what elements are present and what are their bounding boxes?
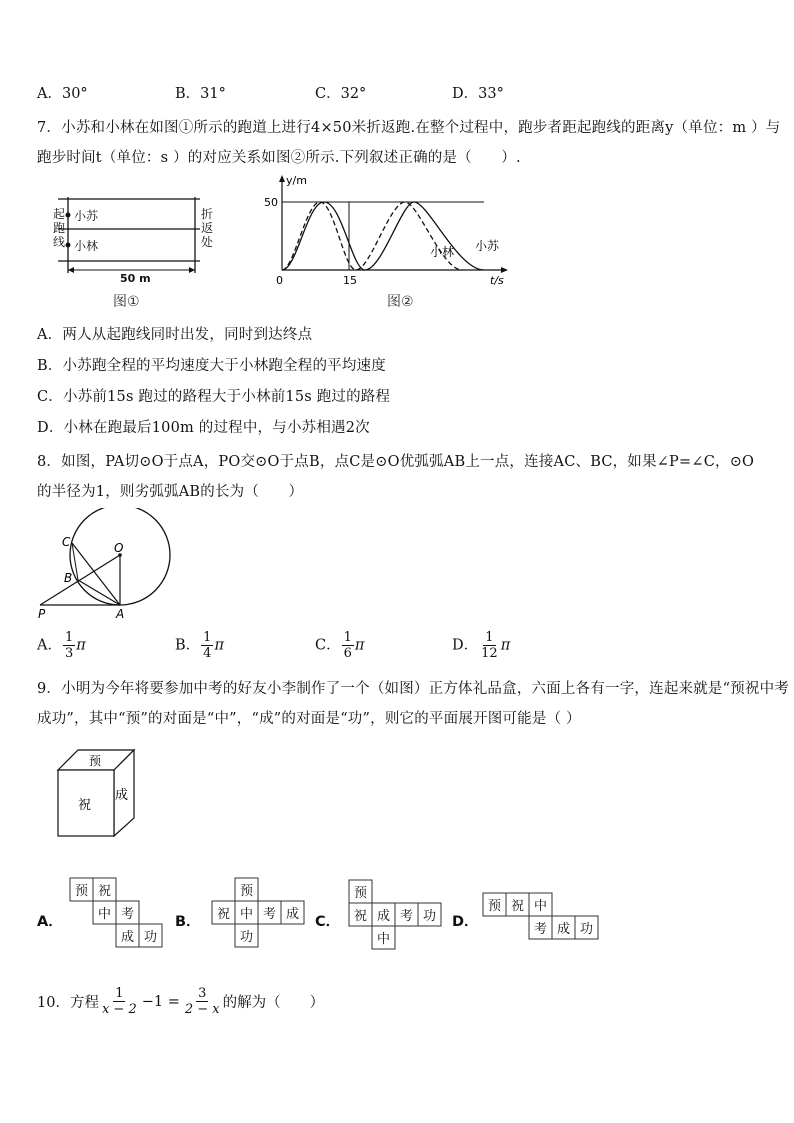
svg-text:中: 中 <box>239 907 254 922</box>
point-p-label: P <box>38 607 46 620</box>
q8-stem-line1: 8．如图，PA切⊙O于点A，PO交⊙O于点B，点C是⊙O优弧弧AB上一点，连接AC、BC，如果∠P=∠C，⊙O <box>37 454 755 470</box>
start-line-label: 起 跑 线 <box>53 207 66 249</box>
q10-prefix: 10．方程 <box>37 995 99 1011</box>
track-length-label: 50 m <box>120 272 151 285</box>
svg-text:祝: 祝 <box>216 907 231 922</box>
q8-option-b: B． $\frac{1}{4}$ π <box>175 630 224 661</box>
svg-text:预: 预 <box>487 899 502 914</box>
point-b-label: B <box>64 571 73 585</box>
svg-text:考: 考 <box>262 907 277 922</box>
svg-text:考: 考 <box>399 909 414 924</box>
point-c-label: C <box>62 535 71 549</box>
svg-text:中: 中 <box>97 907 112 922</box>
fig2-caption: 图② <box>387 294 414 310</box>
q9-option-d-label: D． <box>452 914 479 930</box>
q6-option-c: C．32° <box>315 86 367 102</box>
q9-cube-figure <box>52 748 142 840</box>
q10-stem <box>37 986 324 1017</box>
q7-stem-line2: 跑步时间t（单位：s ）的对应关系如图②所示.下列叙述正确的是（ ）. <box>37 150 521 166</box>
svg-text:中: 中 <box>376 932 391 947</box>
svg-text:功: 功 <box>422 909 437 924</box>
lin-curve-label: 小林 <box>430 245 455 259</box>
q9-stem-line1: 9．小明为今年将要参加中考的好友小李制作了一个（如图）正方体礼品盒，六面上各有一字，连起来就是“预祝中考 <box>37 681 790 697</box>
q10-suffix: 的解为（ ） <box>222 995 325 1011</box>
origin-label: 0 <box>276 274 283 287</box>
q9-nets-figure <box>60 870 620 970</box>
q10-fraction-2: $\frac{3}{2 - x}$ <box>184 986 220 1017</box>
q8-option-d: D． $\frac{1}{12}$ π <box>452 630 511 661</box>
q7-option-d: D．小林在跑最后100m 的过程中，与小苏相遇2次 <box>37 420 370 436</box>
q6-option-d: D．33° <box>452 86 504 102</box>
q6-option-a: A．30° <box>37 86 88 102</box>
q8-option-c: C． $\frac{1}{6}$ π <box>315 630 365 661</box>
q7-distance-time-graph <box>262 172 512 292</box>
svg-text:功: 功 <box>579 922 594 937</box>
q8-circle-figure <box>36 508 176 620</box>
y-tick-50: 50 <box>264 196 278 209</box>
svg-text:祝: 祝 <box>510 899 525 914</box>
q7-option-b: B．小苏跑全程的平均速度大于小林跑全程的平均速度 <box>37 358 386 374</box>
svg-text:预: 预 <box>239 884 254 899</box>
cube-front-char: 祝 <box>78 798 92 813</box>
q10-minus: −1 = <box>141 993 180 1010</box>
y-axis-label: y/m <box>286 174 307 187</box>
svg-text:功: 功 <box>239 930 254 945</box>
svg-text:成: 成 <box>285 907 300 922</box>
svg-text:祝: 祝 <box>97 884 112 899</box>
svg-text:中: 中 <box>533 899 548 914</box>
q9-stem-line2: 成功”，其中“预”的对面是“中”，“成”的对面是“功”，则它的平面展开图可能是（ ） <box>37 711 581 727</box>
svg-text:祝: 祝 <box>353 909 368 924</box>
q10-fraction-1: $\frac{1}{x - 2}$ <box>101 986 137 1017</box>
svg-text:预: 预 <box>353 886 368 901</box>
x-axis-label: t/s <box>490 274 504 287</box>
svg-text:考: 考 <box>533 922 548 937</box>
q6-option-b: B．31° <box>175 86 226 102</box>
svg-text:预: 预 <box>74 884 89 899</box>
point-o-label: O <box>114 541 124 555</box>
point-a-label: A <box>116 607 125 620</box>
svg-text:成: 成 <box>376 909 391 924</box>
q7-option-a: A．两人从起跑线同时出发，同时到达终点 <box>37 327 313 343</box>
cube-top-char: 预 <box>89 754 102 768</box>
q8-option-a: A． $\frac{1}{3}$ π <box>37 630 86 661</box>
svg-text:功: 功 <box>143 930 158 945</box>
svg-text:成: 成 <box>120 930 135 945</box>
q8-stem-line2: 的半径为1，则劣弧弧AB的长为（ ） <box>37 484 304 500</box>
runner-lin-label: 小林 <box>74 239 99 253</box>
q7-stem-line1: 7．小苏和小林在如图①所示的跑道上进行4×50米折返跑.在整个过程中，跑步者距起跑线的距离y（单位：m ）与 <box>37 120 781 136</box>
q7-option-c: C．小苏前15s 跑过的路程大于小林前15s 跑过的路程 <box>37 389 391 405</box>
x-tick-15: 15 <box>343 274 357 287</box>
svg-text:考: 考 <box>120 907 135 922</box>
q9-option-c-label: C． <box>315 914 341 930</box>
cube-right-char: 成 <box>115 788 129 803</box>
q9-option-b-label: B． <box>175 914 201 930</box>
su-curve-label: 小苏 <box>475 239 500 253</box>
turn-point-label: 折 返 处 <box>201 207 214 249</box>
svg-text:成: 成 <box>556 922 571 937</box>
runner-su-label: 小苏 <box>74 209 99 223</box>
fig1-caption: 图① <box>113 294 140 310</box>
q9-option-a-label: A． <box>37 914 63 930</box>
